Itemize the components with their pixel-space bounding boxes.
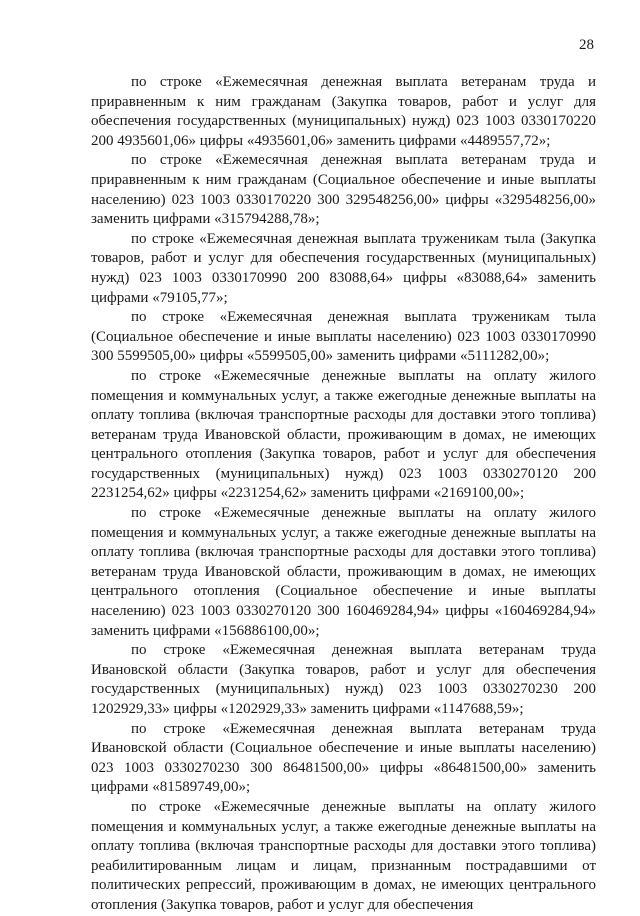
amendment-paragraph: по строке «Ежемесячная денежная выплата труженикам тыла (Закупка товаров, работ и услуг для обеспечения государственных (муниципальных) нужд) 023 1003 0330170990 200 83088,64» цифры «83088,64» заменить цифрами «79105,77»; <box>91 230 596 306</box>
amendment-paragraph: по строке «Ежемесячная денежная выплата ветеранам труда Ивановской области (Социальное обеспечение и иные выплаты населению) 023 1003 0330270230 300 86481500,00» цифры «86481500,00» заменить цифрами «81589749,00»; <box>91 720 596 796</box>
amendment-paragraph: по строке «Ежемесячная денежная выплата ветеранам труда и приравненным к ним гражданам (Социальное обеспечение и иные выплаты населению) 023 1003 0330170220 300 329548256,00» цифры «329548256,00» заменить цифрами «315794288,78»; <box>91 152 596 228</box>
amendment-paragraph: по строке «Ежемесячная денежная выплата ветеранам труда и приравненным к ним гражданам (Закупка товаров, работ и услуг для обеспечения государственных (муниципальных) нужд) 023 1003 0330170220 200 4935601,06» цифры «4935601,06» заменить цифрами «4489557,72»; <box>91 74 596 149</box>
amendment-paragraph: по строке «Ежемесячная денежная выплата труженикам тыла (Социальное обеспечение и иные выплаты населению) 023 1003 0330170990 300 5599505,00» цифры «5599505,00» заменить цифрами «5111282,00»; <box>91 309 596 365</box>
amendment-paragraph: по строке «Ежемесячные денежные выплаты на оплату жилого помещения и коммунальных услуг, а также ежегодные денежные выплаты на оплату топлива (включая транспортные расходы для доставки этого топлива) реабилитированным лицам и лицам, признанным пострадавшими от политических репрессий, проживающим в домах, не имеющих центрального отопления (Закупка товаров, работ и услуг для обеспечения <box>91 798 596 913</box>
document-body <box>91 73 596 916</box>
amendment-paragraph: по строке «Ежемесячная денежная выплата ветеранам труда Ивановской области (Закупка товаров, работ и услуг для обеспечения государственных (муниципальных) нужд) 023 1003 0330270230 200 1202929,33» цифры «1202929,33» заменить цифрами «1147688,59»; <box>91 642 596 717</box>
amendment-paragraph: по строке «Ежемесячные денежные выплаты на оплату жилого помещения и коммунальных услуг, а также ежегодные денежные выплаты на оплату топлива (включая транспортные расходы для доставки этого топлива) ветеранам труда Ивановской области, проживающим в домах, не имеющих центрального отопления (Закупка товаров, работ и услуг для обеспечения государственных (муниципальных) нужд) 023 1003 0330270120 200 2231254,62» цифры «2231254,62» заменить цифрами «2169100,00»; <box>91 367 596 502</box>
page-number: 28 <box>579 37 594 53</box>
amendment-paragraph: по строке «Ежемесячные денежные выплаты на оплату жилого помещения и коммунальных услуг, а также ежегодные денежные выплаты на оплату топлива (включая транспортные расходы для доставки этого топлива) ветеранам труда Ивановской области, проживающим в домах, не имеющих центрального отопления (Социальное обеспечение и иные выплаты населению) 023 1003 0330270120 300 160469284,94» цифры «160469284,94» заменить цифрами «156886100,00»; <box>91 505 596 639</box>
